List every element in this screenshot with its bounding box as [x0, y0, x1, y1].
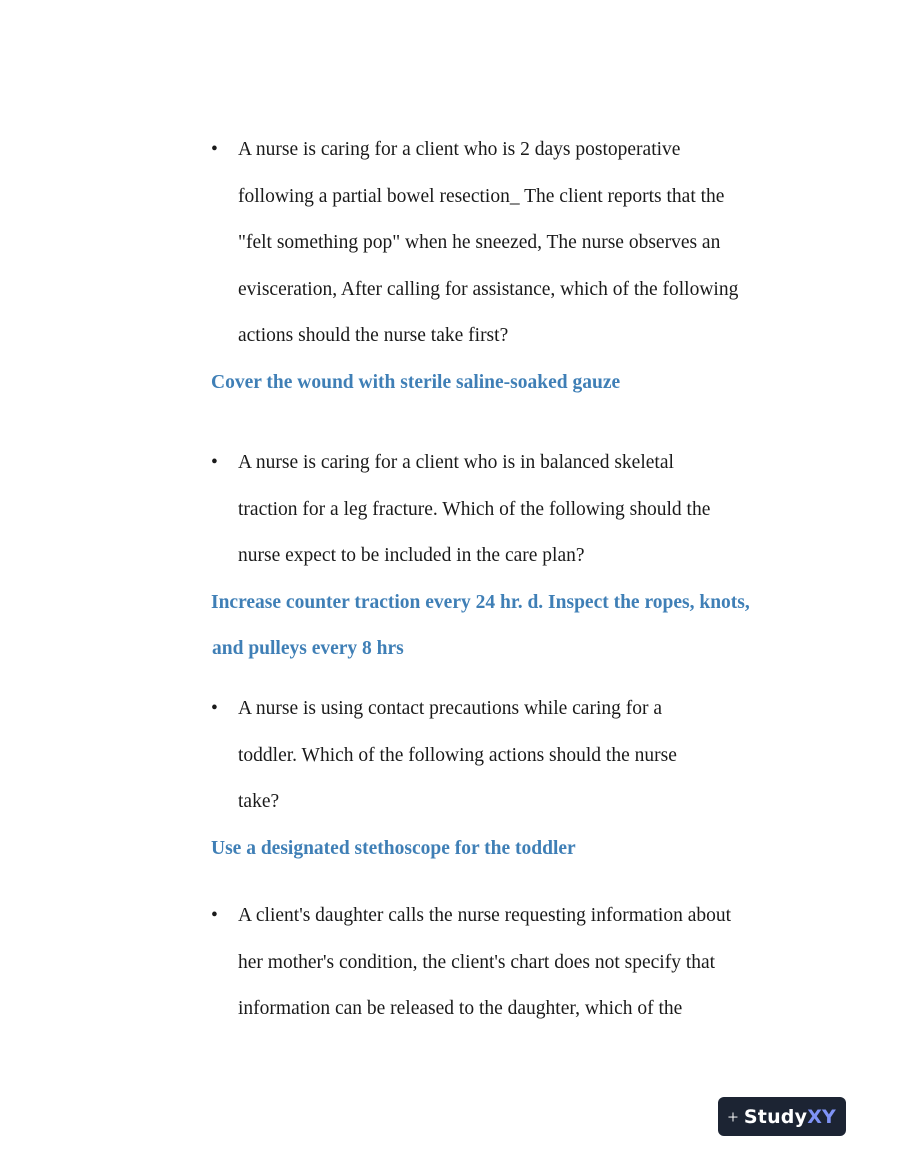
- studyxy-logo-badge[interactable]: [718, 1097, 846, 1136]
- question-line: A nurse is caring for a client who is in balanced skeletal: [238, 452, 674, 473]
- question-3: [211, 686, 791, 826]
- question-line: A nurse is using contact precautions while caring for a: [238, 698, 663, 719]
- question-4: [211, 893, 791, 1033]
- answer-line: and pulleys every 8 hrs: [212, 638, 404, 659]
- question-line: A nurse is caring for a client who is 2 days postoperative: [238, 139, 681, 160]
- question-line: actions should the nurse take first?: [238, 325, 509, 346]
- question-line: traction for a leg fracture. Which of the following should the: [238, 498, 711, 520]
- bullet-icon: •: [211, 905, 218, 926]
- answer-3: [211, 826, 791, 873]
- qa-block-2: [211, 440, 791, 673]
- question-line: A client's daughter calls the nurse requesting information about: [238, 905, 732, 926]
- qa-block-4: [211, 893, 791, 1033]
- bullet-icon: •: [211, 139, 218, 160]
- answer-line: Increase counter traction every 24 hr. d. Inspect the ropes, knots,: [211, 591, 750, 613]
- brand-name-study: Study: [743, 1105, 808, 1128]
- question-2: [211, 440, 791, 580]
- qa-block-1: [211, 127, 791, 406]
- question-line: "felt something pop" when he sneezed, The nurse observes an: [238, 232, 721, 253]
- question-line: following a partial bowel resection_ The client reports that the: [238, 185, 725, 207]
- bullet-icon: •: [211, 452, 218, 473]
- answer-line: Use a designated stethoscope for the toddler: [211, 837, 576, 859]
- bullet-icon: •: [211, 698, 218, 719]
- question-line: her mother's condition, the client's chart does not specify that: [238, 951, 716, 973]
- brand-name: [744, 1106, 836, 1128]
- answer-1: [211, 360, 791, 407]
- question-line: take?: [238, 791, 280, 812]
- question-1: [211, 127, 791, 360]
- brand-name-xy: XY: [807, 1105, 836, 1128]
- answer-line: Cover the wound with sterile saline-soaked gauze: [211, 371, 621, 393]
- qa-block-3: [211, 686, 791, 872]
- question-line: information can be released to the daughter, which of the: [238, 998, 683, 1019]
- question-line: nurse expect to be included in the care plan?: [238, 545, 585, 566]
- question-line: toddler. Which of the following actions should the nurse: [238, 744, 677, 766]
- question-line: evisceration, After calling for assistance, which of the following: [238, 278, 739, 300]
- plus-icon: [728, 1106, 738, 1128]
- answer-2: [211, 580, 791, 673]
